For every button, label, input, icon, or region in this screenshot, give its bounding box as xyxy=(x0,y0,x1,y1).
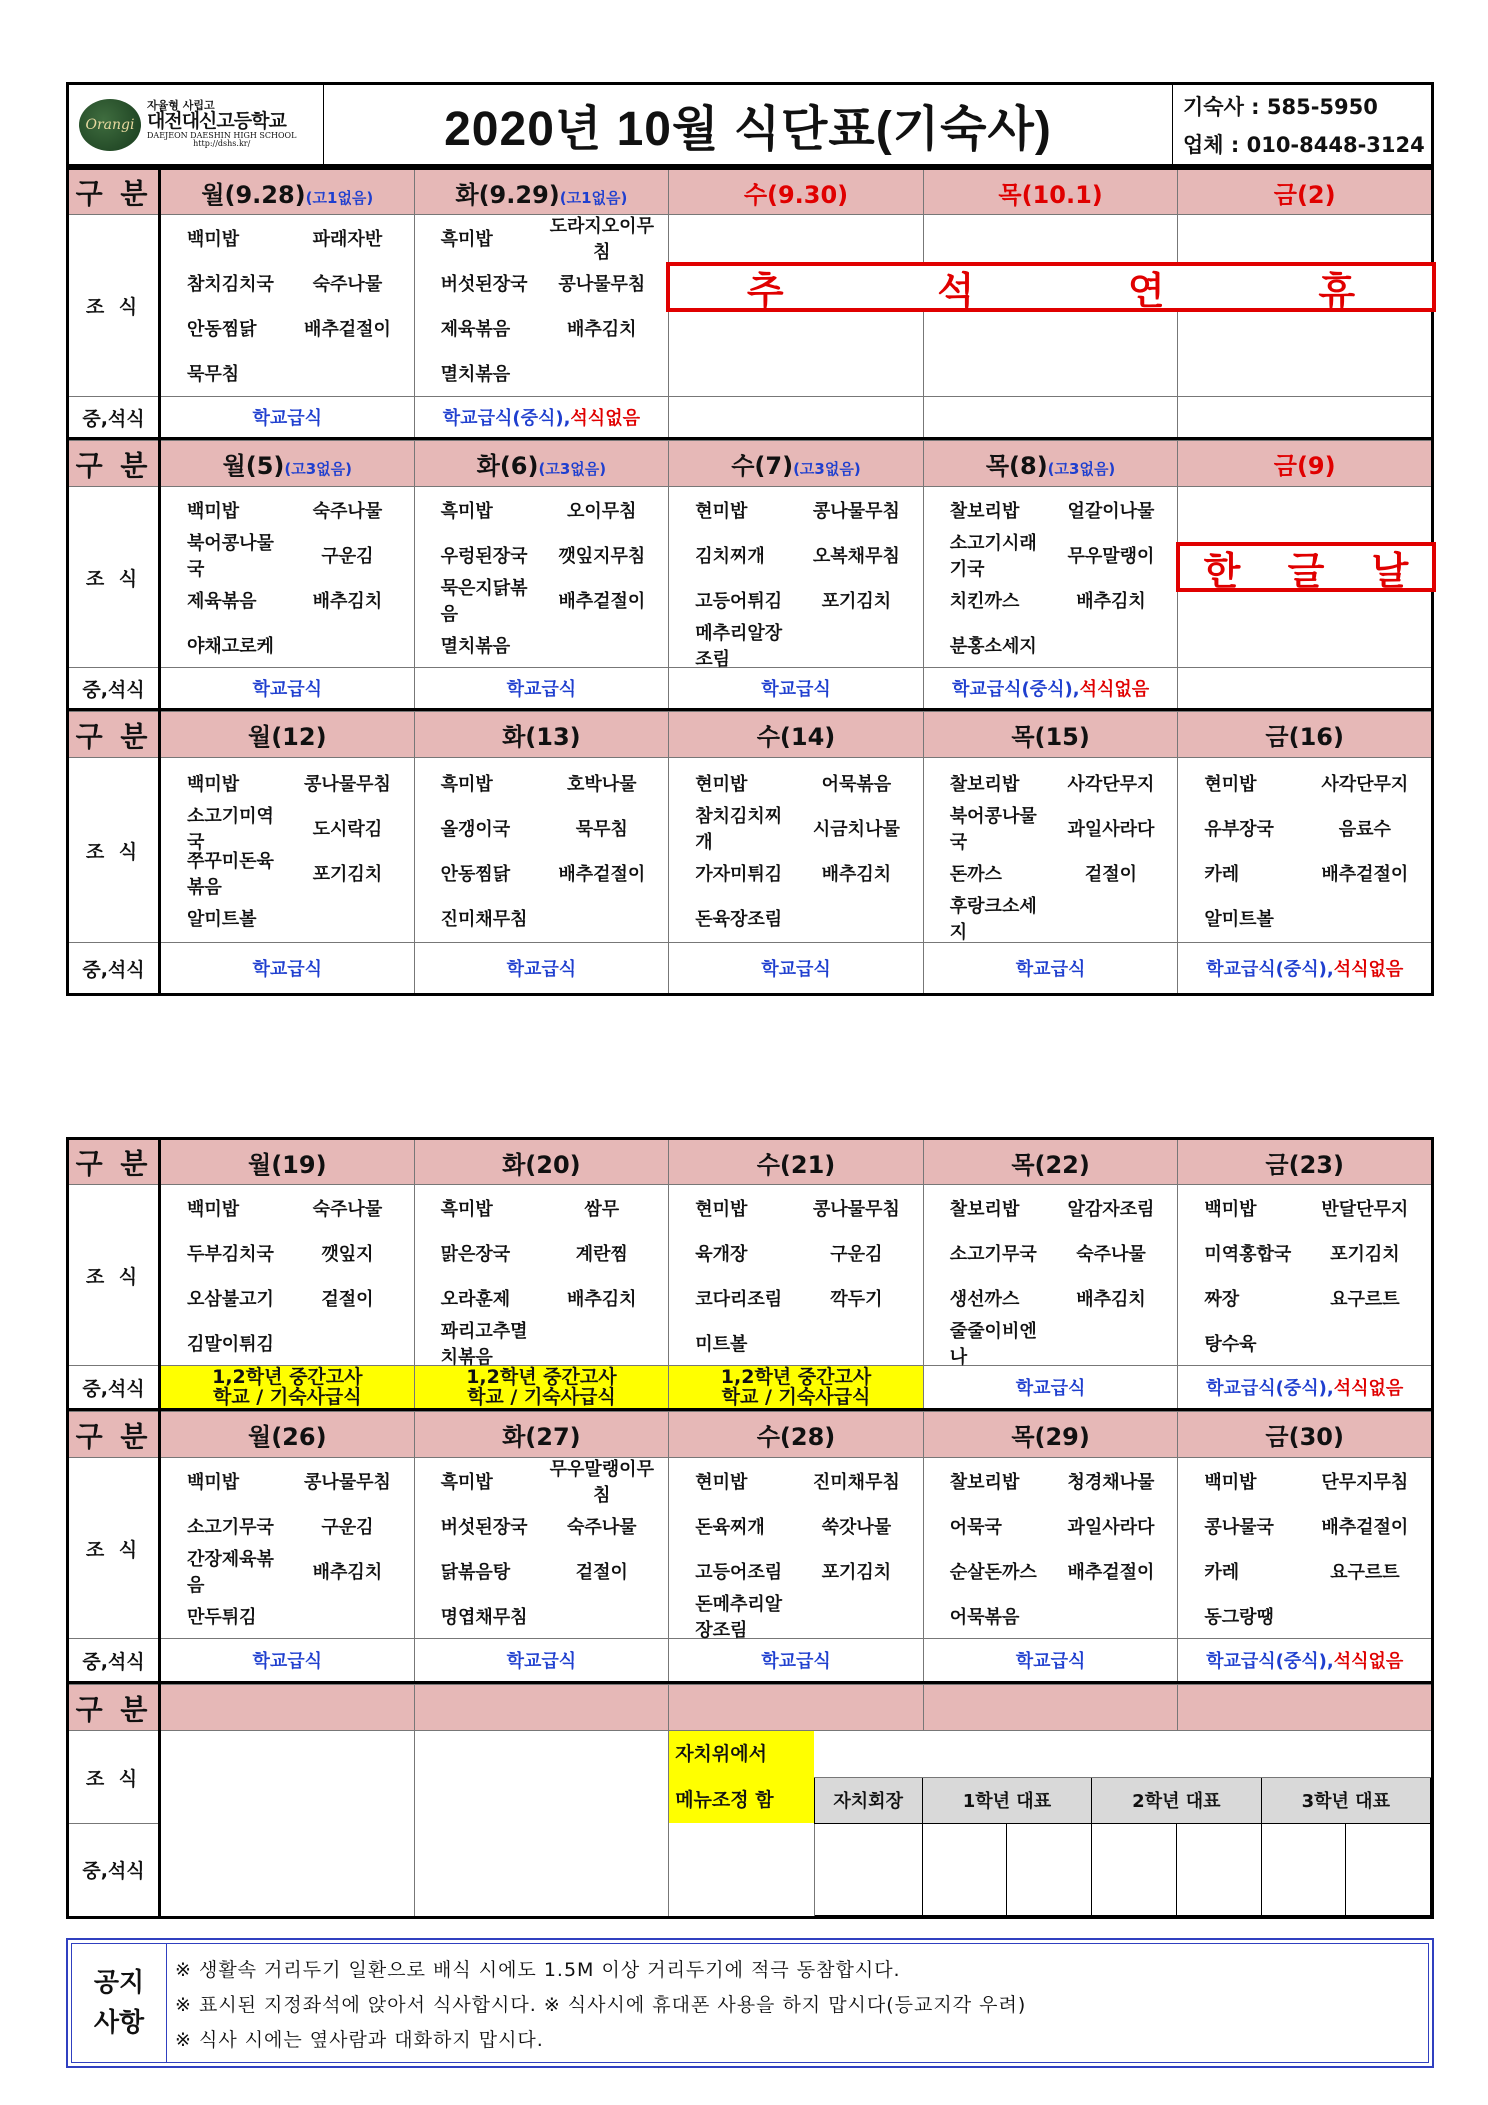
school-logo xyxy=(69,85,323,164)
menu-item: 생선까스 xyxy=(949,1288,1020,1310)
menu-item: 포기김치 xyxy=(1330,1243,1400,1265)
day-header: 목(8)(고3없음) xyxy=(923,441,1178,487)
day-header: 수(9.30) xyxy=(669,169,924,215)
menu-item: 참치김치국 xyxy=(187,274,274,295)
menu-item: 찰보리밥 xyxy=(949,1198,1020,1220)
breakfast-label: 조 식 xyxy=(68,487,160,668)
menu-item: 음료수 xyxy=(1338,818,1391,840)
day-header: 월(19) xyxy=(160,1139,415,1185)
notice-line: ※ 표시된 지정좌석에 앉아서 식사합시다. ※ 식사시에 휴대폰 사용을 하지 맙시다(등교지각 우려) xyxy=(175,1993,1027,2016)
menu-item: 숙주나물 xyxy=(567,1516,637,1538)
day-header: 화(9.29)(고1없음) xyxy=(414,169,669,215)
menu-item: 구운김 xyxy=(321,545,374,567)
menu-item: 북어콩나물국 xyxy=(187,532,274,580)
menu-item: 우렁된장국 xyxy=(440,545,528,567)
day-header: 금(30) xyxy=(1178,1412,1433,1458)
signature-box[interactable] xyxy=(1007,1823,1092,1915)
menu-item: 단무지무침 xyxy=(1321,1471,1409,1493)
menu-item: 카레 xyxy=(1204,1561,1240,1583)
day-header: 금(2) xyxy=(1178,169,1433,215)
week-header-row xyxy=(68,441,1433,487)
lunch-dinner-cell xyxy=(923,397,1178,439)
menu-item: 배추김치 xyxy=(1076,1288,1146,1310)
breakfast-row xyxy=(68,1458,1433,1639)
lunch-dinner-cell: 학교급식 xyxy=(669,1639,924,1683)
menu-item: 파래자반 xyxy=(312,229,383,250)
holiday-char: 연 xyxy=(1127,268,1165,313)
menu-item: 미트볼 xyxy=(695,1333,748,1355)
breakfast-cell xyxy=(414,1458,669,1639)
role-label: 자치회장 xyxy=(814,1777,922,1823)
breakfast-cell xyxy=(414,758,669,943)
menu-item: 배추김치 xyxy=(1076,590,1146,612)
lunch-dinner-cell: 학교급식 xyxy=(160,1639,415,1683)
gubun-label: 구 분 xyxy=(68,441,160,487)
day-header: 화(27) xyxy=(414,1412,669,1458)
menu-item: 얼갈이나물 xyxy=(1067,500,1155,522)
menu-item: 흑미밥 xyxy=(440,229,493,250)
menu-item: 흑미밥 xyxy=(440,500,493,522)
day-header: 금(23) xyxy=(1178,1139,1433,1185)
breakfast-cell xyxy=(160,758,415,943)
menu-item: 제육볶음 xyxy=(187,590,257,612)
menu-item: 현미밥 xyxy=(695,1198,748,1220)
menu-item: 겉절이 xyxy=(321,1288,374,1310)
lunch-dinner-label: 중,석식 xyxy=(68,668,160,710)
menu-item: 돈육장조림 xyxy=(695,908,783,930)
menu-item: 배추겉절이 xyxy=(1321,1516,1409,1538)
breakfast-row xyxy=(68,758,1433,943)
breakfast-label: 조 식 xyxy=(68,1185,160,1366)
breakfast-cell xyxy=(1178,1458,1433,1639)
breakfast-cell xyxy=(414,487,669,668)
signature-box[interactable] xyxy=(1346,1823,1431,1915)
lunch-dinner-row xyxy=(68,943,1433,995)
breakfast-cell xyxy=(669,1458,924,1639)
menu-item: 오이무침 xyxy=(567,500,637,522)
menu-item: 오삼불고기 xyxy=(187,1288,274,1310)
week-header-row xyxy=(68,1412,1433,1458)
breakfast-label: 조 식 xyxy=(68,215,160,397)
menu-item: 진미채무침 xyxy=(440,908,528,930)
menu-item: 청경채나물 xyxy=(1067,1471,1155,1493)
day-header: 월(26) xyxy=(160,1412,415,1458)
menu-item: 순살돈까스 xyxy=(949,1561,1037,1583)
menu-item: 과일사라다 xyxy=(1067,818,1155,840)
breakfast-cell xyxy=(414,1185,669,1366)
lunch-dinner-cell: 학교급식(중식),석식없음 xyxy=(1178,1366,1433,1410)
gubun-label: 구 분 xyxy=(68,712,160,758)
lunch-dinner-cell: 학교급식 xyxy=(414,943,669,995)
menu-item: 숙주나물 xyxy=(312,274,383,295)
menu-item: 배추김치 xyxy=(567,319,637,340)
lunch-dinner-row xyxy=(68,1639,1433,1683)
menu-item: 배추겉절이 xyxy=(1321,863,1409,885)
menu-item: 콩나물무침 xyxy=(303,773,391,795)
menu-item: 찰보리밥 xyxy=(949,500,1020,522)
notice-line: ※ 식사 시에는 옆사람과 대화하지 맙시다. xyxy=(175,2028,544,2051)
day-header: 목(22) xyxy=(923,1139,1178,1185)
menu-item: 간장제육볶음 xyxy=(187,1548,274,1596)
menu-item: 소고기무국 xyxy=(187,1516,274,1538)
menu-item: 도시락김 xyxy=(312,818,383,840)
lunch-dinner-cell: 학교급식 xyxy=(923,1366,1178,1410)
menu-item: 시금치나물 xyxy=(812,818,900,840)
lunch-dinner-cell: 학교급식 xyxy=(923,943,1178,995)
menu-item: 고등어조림 xyxy=(695,1561,783,1583)
menu-item: 콩나물무침 xyxy=(812,500,900,522)
menu-item: 안동찜닭 xyxy=(440,863,511,885)
breakfast-cell xyxy=(923,1185,1178,1366)
menu-item: 무우말랭이무침 xyxy=(549,1458,654,1506)
gubun-label: 구 분 xyxy=(68,1685,160,1731)
menu-item: 깍두기 xyxy=(830,1288,883,1310)
menu-item: 돈육찌개 xyxy=(695,1516,765,1538)
school-type: 자율형 사립고 xyxy=(147,99,215,113)
breakfast-cell xyxy=(669,487,924,668)
breakfast-cell xyxy=(923,487,1178,668)
menu-item: 요구르트 xyxy=(1330,1288,1400,1310)
menu-item: 소고기미역국 xyxy=(187,805,274,853)
contact-info xyxy=(1173,85,1431,164)
breakfast-cell xyxy=(669,758,924,943)
breakfast-cell xyxy=(1178,1185,1433,1366)
day-header: 화(13) xyxy=(414,712,669,758)
lunch-dinner-cell: 학교급식 xyxy=(160,943,415,995)
week-table xyxy=(66,1411,1434,1684)
menu-item: 흑미밥 xyxy=(440,1198,493,1220)
school-url: http://dshs.kr/ xyxy=(193,139,251,149)
menu-item: 야채고로케 xyxy=(187,635,274,657)
menu-item: 콩나물무침 xyxy=(303,1471,391,1493)
schedule-block-1 xyxy=(66,167,1434,996)
menu-item: 가자미튀김 xyxy=(695,863,783,885)
breakfast-cell xyxy=(160,215,415,397)
menu-item: 카레 xyxy=(1204,863,1240,885)
day-header: 금(9) xyxy=(1178,441,1433,487)
menu-item: 현미밥 xyxy=(1204,773,1257,795)
menu-item: 분홍소세지 xyxy=(949,635,1037,657)
menu-item: 백미밥 xyxy=(1204,1198,1257,1220)
menu-item: 과일사라다 xyxy=(1067,1516,1155,1538)
menu-item: 멸치볶음 xyxy=(440,635,511,657)
lunch-dinner-cell: 학교급식(중식),석식없음 xyxy=(923,668,1178,710)
menu-item: 돈까스 xyxy=(949,863,1002,885)
notice-line: ※ 생활속 거리두기 일환으로 배식 시에도 1.5M 이상 거리두기에 적극 동참합시다. xyxy=(175,1958,901,1981)
menu-item: 숙주나물 xyxy=(1076,1243,1146,1265)
menu-item: 호박나물 xyxy=(567,773,637,795)
menu-item: 사각단무지 xyxy=(1321,773,1409,795)
menu-item: 어묵볶음 xyxy=(949,1606,1020,1628)
approval-note: 메뉴조정 함 xyxy=(669,1777,814,1823)
menu-item: 만두튀김 xyxy=(187,1606,257,1628)
day-header: 수(14) xyxy=(669,712,924,758)
lunch-dinner-cell: 1,2학년 중간고사 학교 / 기숙사급식 xyxy=(160,1366,415,1410)
menu-item: 반달단무지 xyxy=(1321,1198,1409,1220)
menu-item: 치킨까스 xyxy=(949,590,1020,612)
breakfast-cell xyxy=(923,758,1178,943)
lunch-dinner-cell: 학교급식(중식),석식없음 xyxy=(1178,1639,1433,1683)
lunch-dinner-cell: 학교급식 xyxy=(669,943,924,995)
menu-item: 배추김치 xyxy=(312,1561,383,1583)
lunch-dinner-cell: 1,2학년 중간고사 학교 / 기숙사급식 xyxy=(669,1366,924,1410)
breakfast-label: 조 식 xyxy=(68,1731,160,1824)
menu-item: 도라지오이무침 xyxy=(549,216,654,263)
day-header: 화(20) xyxy=(414,1139,669,1185)
menu-item: 백미밥 xyxy=(187,1198,240,1220)
gubun-label: 구 분 xyxy=(68,169,160,215)
lunch-dinner-row xyxy=(68,668,1433,710)
breakfast-cell xyxy=(669,1185,924,1366)
menu-item: 묵무침 xyxy=(187,364,240,385)
menu-item: 깻잎지무침 xyxy=(558,545,646,567)
holiday-char: 석 xyxy=(937,268,975,313)
lunch-dinner-label: 중,석식 xyxy=(68,397,160,439)
holiday-banner xyxy=(1176,542,1436,592)
breakfast-cell xyxy=(1178,758,1433,943)
breakfast-cell xyxy=(923,1458,1178,1639)
menu-item: 배추김치 xyxy=(312,590,383,612)
menu-item: 백미밥 xyxy=(1204,1471,1257,1493)
day-header: 월(9.28)(고1없음) xyxy=(160,169,415,215)
menu-item: 배추겉절이 xyxy=(1067,1561,1155,1583)
lunch-dinner-row xyxy=(68,397,1433,439)
menu-item: 백미밥 xyxy=(187,773,240,795)
signature-box[interactable] xyxy=(1261,1823,1346,1915)
lunch-dinner-cell xyxy=(669,397,924,439)
menu-item: 미역홍합국 xyxy=(1204,1243,1292,1265)
breakfast-row xyxy=(68,1185,1433,1366)
breakfast-cell xyxy=(160,1185,415,1366)
menu-item: 구운김 xyxy=(321,1516,374,1538)
role-label: 2학년 대표 xyxy=(1092,1777,1261,1823)
day-header: 목(15) xyxy=(923,712,1178,758)
holiday-char: 글 xyxy=(1287,548,1325,593)
menu-item: 북어콩나물국 xyxy=(949,805,1037,853)
menu-item: 소고기시래기국 xyxy=(949,532,1037,580)
menu-item: 진미채무침 xyxy=(812,1471,900,1493)
signature-box[interactable] xyxy=(1176,1823,1261,1915)
gubun-label: 구 분 xyxy=(68,1412,160,1458)
menu-item: 김치찌개 xyxy=(695,545,765,567)
menu-item: 겉절이 xyxy=(575,1561,628,1583)
menu-item: 버섯된장국 xyxy=(440,274,528,295)
menu-item: 버섯된장국 xyxy=(440,1516,528,1538)
holiday-char: 한 xyxy=(1203,548,1241,593)
breakfast-label: 조 식 xyxy=(68,758,160,943)
menu-item: 쌈무 xyxy=(584,1198,620,1220)
menu-item: 백미밥 xyxy=(187,500,240,522)
holiday-banner xyxy=(666,262,1436,312)
menu-item: 안동찜닭 xyxy=(187,319,257,340)
menu-item: 배추김치 xyxy=(821,863,892,885)
menu-item: 무우말랭이 xyxy=(1067,545,1155,567)
menu-item: 포기김치 xyxy=(312,863,383,885)
day-header: 월(12) xyxy=(160,712,415,758)
menu-item: 고등어튀김 xyxy=(695,590,783,612)
day-header: 목(10.1) xyxy=(923,169,1178,215)
header xyxy=(66,82,1434,167)
role-label: 3학년 대표 xyxy=(1261,1777,1430,1823)
day-header: 월(5)(고3없음) xyxy=(160,441,415,487)
holiday-char: 추 xyxy=(746,268,784,313)
menu-item: 요구르트 xyxy=(1330,1561,1400,1583)
day-header: 금(16) xyxy=(1178,712,1433,758)
notice-box xyxy=(66,1938,1434,2068)
holiday-char: 날 xyxy=(1371,548,1409,593)
lunch-dinner-cell: 학교급식 xyxy=(669,668,924,710)
menu-item: 묵무침 xyxy=(575,818,628,840)
breakfast-label: 조 식 xyxy=(68,1458,160,1639)
gubun-label: 구 분 xyxy=(68,1139,160,1185)
menu-item: 유부장국 xyxy=(1204,818,1274,840)
menu-item: 두부김치국 xyxy=(187,1243,274,1265)
day-header: 수(21) xyxy=(669,1139,924,1185)
breakfast-cell xyxy=(414,215,669,397)
menu-item: 오복채무침 xyxy=(812,545,900,567)
lunch-dinner-label: 중,석식 xyxy=(68,1824,160,1917)
menu-item: 쑥갓나물 xyxy=(821,1516,892,1538)
menu-item: 겉절이 xyxy=(1084,863,1138,885)
lunch-dinner-label: 중,석식 xyxy=(68,1639,160,1683)
signature-box[interactable] xyxy=(922,1823,1007,1915)
menu-item: 깻잎지 xyxy=(321,1243,374,1265)
week-table xyxy=(66,711,1434,996)
menu-item: 배추겉절이 xyxy=(558,863,646,885)
menu-item: 찰보리밥 xyxy=(949,773,1020,795)
menu-item: 어묵볶음 xyxy=(821,773,892,795)
lunch-dinner-cell: 학교급식(중식),석식없음 xyxy=(1178,943,1433,995)
contact-dorm: 기숙사 : 585-5950 xyxy=(1183,94,1378,119)
menu-item: 멸치볶음 xyxy=(440,364,511,385)
menu-item: 구운김 xyxy=(830,1243,883,1265)
menu-item: 동그랑땡 xyxy=(1204,1606,1274,1628)
school-name: 대전대신고등학교 xyxy=(147,109,286,132)
lunch-dinner-row xyxy=(68,1366,1433,1410)
lunch-dinner-cell: 학교급식 xyxy=(414,668,669,710)
breakfast-cell xyxy=(160,487,415,668)
menu-item: 콩나물무침 xyxy=(812,1198,900,1220)
menu-item: 소고기무국 xyxy=(949,1243,1037,1265)
menu-item: 짜장 xyxy=(1204,1288,1240,1310)
notice-label: 공지 사항 xyxy=(72,1944,167,2062)
day-header: 화(6)(고3없음) xyxy=(414,441,669,487)
menu-item: 콩나물국 xyxy=(1204,1516,1274,1538)
signature-box[interactable] xyxy=(814,1823,922,1915)
lunch-dinner-cell xyxy=(1178,668,1433,710)
day-header: 수(7)(고3없음) xyxy=(669,441,924,487)
menu-item: 제육볶음 xyxy=(440,319,511,340)
lunch-dinner-cell: 학교급식(중식),석식없음 xyxy=(414,397,669,439)
menu-item: 메추리알장조림 xyxy=(695,622,783,670)
menu-item: 코다리조림 xyxy=(695,1288,783,1310)
lunch-dinner-label: 중,석식 xyxy=(68,943,160,995)
lunch-dinner-cell xyxy=(1178,397,1433,439)
menu-item: 포기김치 xyxy=(821,1561,892,1583)
signature-box[interactable] xyxy=(1092,1823,1177,1915)
approval-table xyxy=(66,1684,1434,1919)
menu-item: 돈메추리알장조림 xyxy=(695,1593,783,1641)
menu-item: 맑은장국 xyxy=(440,1243,511,1265)
lunch-dinner-label: 중,석식 xyxy=(68,1366,160,1410)
menu-item: 명엽채무침 xyxy=(440,1606,528,1628)
menu-item: 흑미밥 xyxy=(440,1471,493,1493)
lunch-dinner-cell: 학교급식 xyxy=(923,1639,1178,1683)
menu-item: 묵은지닭볶음 xyxy=(440,577,528,625)
menu-item: 배추김치 xyxy=(567,1288,637,1310)
menu-item: 올갱이국 xyxy=(440,818,511,840)
menu-item: 사각단무지 xyxy=(1067,773,1155,795)
menu-item: 숙주나물 xyxy=(312,500,383,522)
logo-emblem-icon: Orangi xyxy=(79,99,141,151)
menu-item: 꽈리고추멸치볶음 xyxy=(440,1320,528,1368)
lunch-dinner-cell: 1,2학년 중간고사 학교 / 기숙사급식 xyxy=(414,1366,669,1410)
menu-item: 배추겉절이 xyxy=(558,590,646,612)
lunch-dinner-cell: 학교급식 xyxy=(414,1639,669,1683)
day-header: 목(29) xyxy=(923,1412,1178,1458)
menu-item: 쭈꾸미돈육볶음 xyxy=(187,850,274,898)
contact-vendor: 업체 : 010-8448-3124 xyxy=(1183,132,1425,157)
lunch-dinner-cell: 학교급식 xyxy=(160,668,415,710)
menu-item: 닭볶음탕 xyxy=(440,1561,511,1583)
menu-item: 백미밥 xyxy=(187,1471,240,1493)
menu-item: 콩나물무침 xyxy=(558,274,646,295)
menu-item: 백미밥 xyxy=(187,229,240,250)
week-table xyxy=(66,1137,1434,1411)
menu-item: 어묵국 xyxy=(949,1516,1002,1538)
menu-item: 오라훈제 xyxy=(440,1288,511,1310)
menu-item: 알미트볼 xyxy=(1204,908,1274,930)
week-header-row xyxy=(68,1139,1433,1185)
role-label: 1학년 대표 xyxy=(922,1777,1091,1823)
approval-note: 자치위에서 xyxy=(669,1731,814,1777)
holiday-char: 휴 xyxy=(1318,268,1356,313)
menu-item: 숙주나물 xyxy=(312,1198,383,1220)
school-name-en: DAEJEON DAESHIN HIGH SCHOOL xyxy=(147,130,297,140)
menu-item: 육개장 xyxy=(695,1243,748,1265)
menu-item: 찰보리밥 xyxy=(949,1471,1020,1493)
menu-item: 현미밥 xyxy=(695,773,748,795)
menu-item: 참치김치찌개 xyxy=(695,805,783,853)
menu-item: 배추겉절이 xyxy=(303,319,391,340)
week-header-row xyxy=(68,712,1433,758)
day-header: 수(28) xyxy=(669,1412,924,1458)
menu-item: 계란찜 xyxy=(575,1243,628,1265)
menu-item: 알감자조림 xyxy=(1067,1198,1155,1220)
menu-item: 후랑크소세지 xyxy=(949,895,1037,943)
menu-item: 줄줄이비엔나 xyxy=(949,1320,1037,1368)
schedule-block-2 xyxy=(66,1137,1434,1919)
menu-item: 현미밥 xyxy=(695,500,748,522)
breakfast-cell xyxy=(160,1458,415,1639)
menu-item: 흑미밥 xyxy=(440,773,493,795)
week-header-row xyxy=(68,169,1433,215)
menu-item: 현미밥 xyxy=(695,1471,748,1493)
menu-item: 김말이튀김 xyxy=(187,1333,274,1355)
menu-item: 탕수육 xyxy=(1204,1333,1257,1355)
page-title: 2020년 10월 식단표(기숙사) xyxy=(444,103,1052,156)
menu-item: 포기김치 xyxy=(821,590,892,612)
menu-item: 알미트볼 xyxy=(187,908,257,930)
lunch-dinner-cell: 학교급식 xyxy=(160,397,415,439)
